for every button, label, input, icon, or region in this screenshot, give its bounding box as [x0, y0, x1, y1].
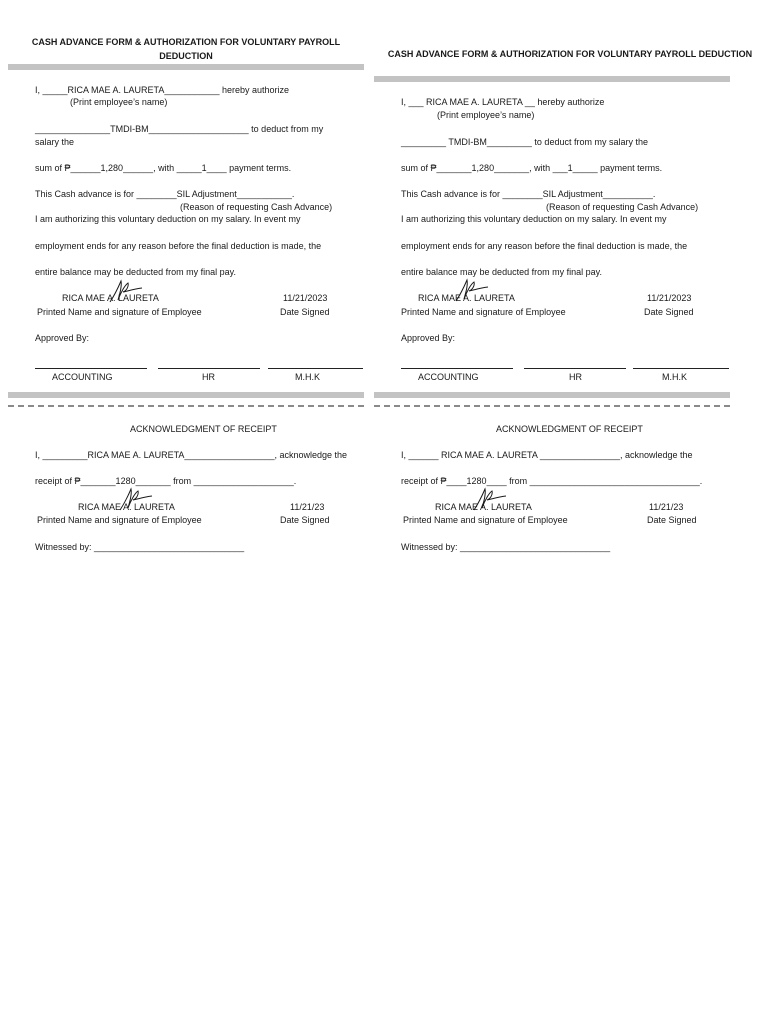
employee-printed-name: RICA MAE A. LAURETA — [62, 293, 159, 303]
authorize-line: I, ___ RICA MAE A. LAURETA __ hereby authorize — [401, 97, 605, 107]
authorization-paragraph-3: entire balance may be deducted from my final pay. — [35, 267, 236, 277]
printed-name-label: Printed Name and signature of Employee — [37, 307, 202, 317]
section-divider — [8, 392, 364, 398]
date-signed-value: 11/21/2023 — [283, 293, 328, 303]
ack-date-value: 11/21/23 — [290, 502, 325, 512]
company-line-continued: salary the — [35, 137, 75, 147]
authorization-paragraph-1: I am authorizing this voluntary deduction on my salary. In event my — [401, 214, 667, 224]
date-signed-value: 11/21/2023 — [647, 293, 692, 303]
reason-caption: (Reason of requesting Cash Advance) — [546, 202, 699, 212]
ack-printed-name: RICA MAE A. LAURETA — [435, 502, 532, 512]
printed-name-label: Printed Name and signature of Employee — [401, 307, 566, 317]
cut-line — [8, 405, 364, 407]
amount-line: sum of ₱______1,280______, with _____1____ payment terms. — [35, 163, 292, 173]
approver-hr: HR — [569, 372, 582, 382]
approver-mhk: M.H.K — [295, 372, 321, 382]
mhk-signature-line — [633, 368, 729, 369]
authorization-paragraph-2: employment ends for any reason before the final deduction is made, the — [35, 241, 322, 251]
hr-signature-line — [524, 368, 626, 369]
date-signed-label: Date Signed — [280, 307, 330, 317]
acknowledgment-title: ACKNOWLEDGMENT OF RECEIPT — [130, 424, 277, 434]
ack-date-signed-label: Date Signed — [647, 515, 697, 525]
reason-line: This Cash advance is for ________SIL Adjustment__________. — [401, 189, 656, 199]
ack-date-value: 11/21/23 — [649, 502, 684, 512]
print-name-caption: (Print employee’s name) — [70, 97, 168, 107]
reason-line: This Cash advance is for ________SIL Adjustment___________. — [35, 189, 295, 199]
authorize-line: I, _____RICA MAE A. LAURETA___________ hereby authorize — [35, 85, 289, 95]
authorization-paragraph-2: employment ends for any reason before the final deduction is made, the — [401, 241, 688, 251]
approver-accounting: ACCOUNTING — [418, 372, 479, 382]
form-title: CASH ADVANCE FORM & AUTHORIZATION FOR VOLUNTARY PAYROLL DEDUCTION — [31, 37, 341, 61]
company-line: _______________TMDI-BM____________________ to deduct from my — [35, 124, 324, 134]
ack-printed-name-label: Printed Name and signature of Employee — [403, 515, 568, 525]
cut-line — [374, 405, 730, 407]
witnessed-by-line: Witnessed by: ______________________________ — [35, 542, 245, 552]
ack-printed-name-label: Printed Name and signature of Employee — [37, 515, 202, 525]
cash-advance-form-left — [0, 0, 372, 560]
title-divider — [374, 76, 730, 82]
acknowledgment-title: ACKNOWLEDGMENT OF RECEIPT — [496, 424, 643, 434]
witnessed-by-line: Witnessed by: ______________________________ — [401, 542, 611, 552]
accounting-signature-line — [35, 368, 147, 369]
section-divider — [374, 392, 730, 398]
acknowledge-line: I, ______ RICA MAE A. LAURETA ________________, acknowledge the — [401, 450, 693, 460]
company-line: _________ TMDI-BM_________ to deduct from my salary the — [401, 137, 648, 147]
cash-advance-form-right — [372, 0, 768, 560]
mhk-signature-line — [268, 368, 363, 369]
print-name-caption: (Print employee’s name) — [437, 110, 535, 120]
approved-by-label: Approved By: — [401, 333, 456, 343]
date-signed-label: Date Signed — [644, 307, 694, 317]
authorization-paragraph-1: I am authorizing this voluntary deduction on my salary. In event my — [35, 214, 301, 224]
ack-printed-name: RICA MAE A. LAURETA — [78, 502, 175, 512]
approver-mhk: M.H.K — [662, 372, 688, 382]
hr-signature-line — [158, 368, 260, 369]
acknowledge-line: I, _________RICA MAE A. LAURETA__________________, acknowledge the — [35, 450, 348, 460]
accounting-signature-line — [401, 368, 513, 369]
receipt-amount-line: receipt of ₱____1280____ from __________________________________. — [401, 476, 703, 486]
employee-printed-name: RICA MAE A. LAURETA — [418, 293, 515, 303]
approver-accounting: ACCOUNTING — [52, 372, 113, 382]
authorization-paragraph-3: entire balance may be deducted from my final pay. — [401, 267, 602, 277]
reason-caption: (Reason of requesting Cash Advance) — [180, 202, 333, 212]
receipt-amount-line: receipt of ₱_______1280_______ from ____________________. — [35, 476, 297, 486]
form-title: CASH ADVANCE FORM & AUTHORIZATION FOR VOLUNTARY PAYROLL DEDUCTION — [387, 49, 753, 59]
title-divider — [8, 64, 364, 70]
ack-date-signed-label: Date Signed — [280, 515, 330, 525]
approver-hr: HR — [202, 372, 215, 382]
amount-line: sum of ₱_______1,280_______, with ___1_____ payment terms. — [401, 163, 663, 173]
approved-by-label: Approved By: — [35, 333, 90, 343]
